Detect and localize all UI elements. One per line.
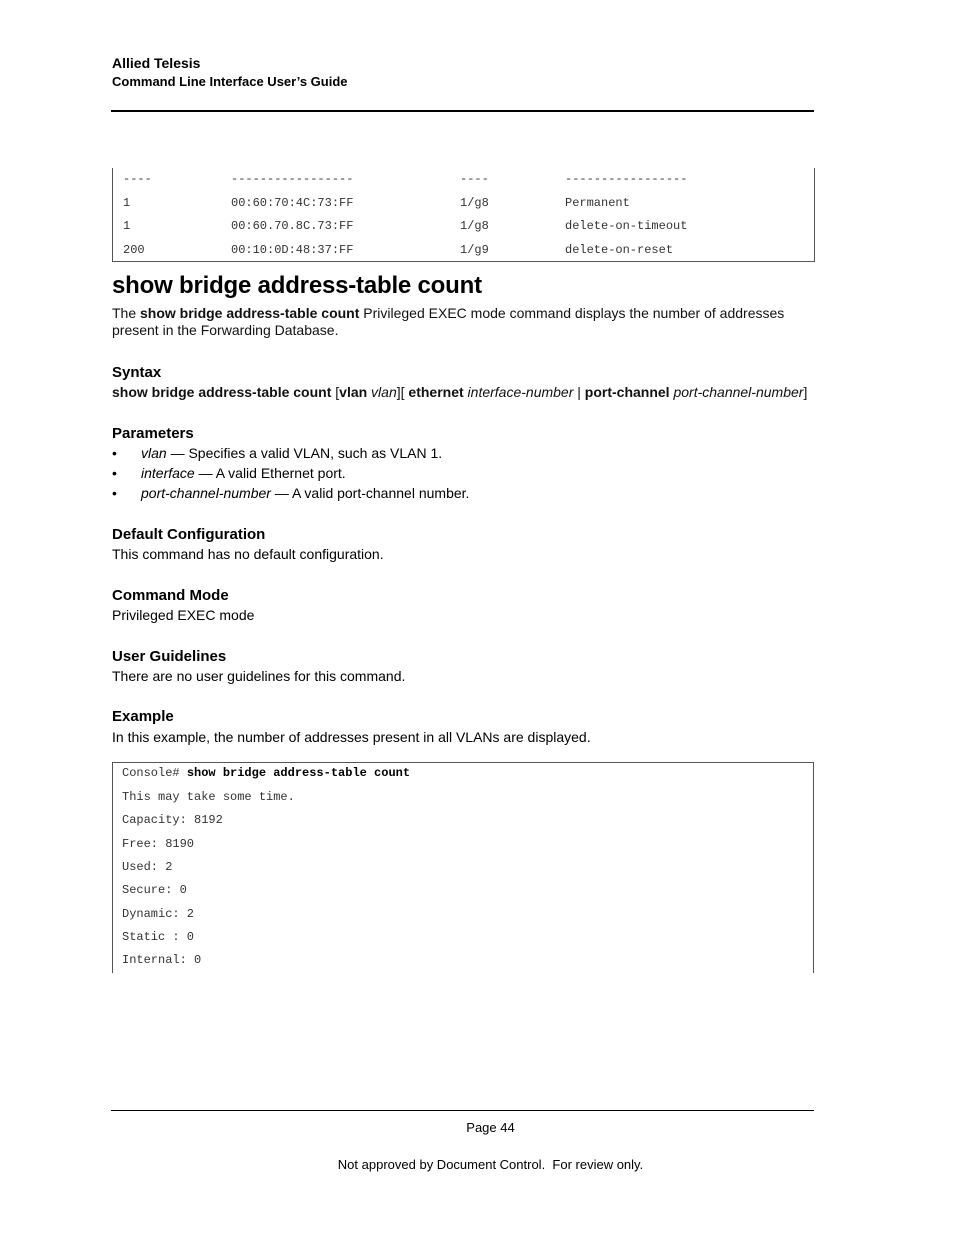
table-row xyxy=(113,196,814,212)
code-line: This may take some time. xyxy=(122,790,295,804)
address-table-box xyxy=(112,168,815,262)
header-company: Allied Telesis xyxy=(112,55,201,71)
table-cell: ---- xyxy=(460,172,489,186)
footer-divider xyxy=(111,1110,814,1111)
command-mode-heading: Command Mode xyxy=(112,587,229,604)
table-row xyxy=(113,219,814,235)
table-cell: 200 xyxy=(123,243,145,257)
example-text: In this example, the number of addresses present in all VLANs are displayed. xyxy=(112,729,591,745)
example-code-box xyxy=(112,762,814,973)
table-cell: 1/g8 xyxy=(460,219,489,233)
code-line: Used: 2 xyxy=(122,860,173,874)
console-prompt: Console# xyxy=(122,766,187,780)
intro-prefix: The xyxy=(112,305,141,321)
console-command: show bridge address-table count xyxy=(186,766,411,780)
bullet-icon: • xyxy=(112,445,117,461)
default-config-heading: Default Configuration xyxy=(112,526,266,543)
table-row xyxy=(113,172,814,188)
user-guidelines-heading: User Guidelines xyxy=(112,648,227,665)
table-cell: delete-on-timeout xyxy=(565,219,688,233)
parameters-heading: Parameters xyxy=(112,425,194,442)
table-cell: delete-on-reset xyxy=(565,243,674,257)
param-name: vlan xyxy=(141,445,167,461)
user-guidelines-text: There are no user guidelines for this command. xyxy=(112,668,406,684)
param-desc: — Specifies a valid VLAN, such as VLAN 1. xyxy=(166,445,443,461)
footer-note: Not approved by Document Control. For review only. xyxy=(337,1157,644,1172)
param-desc: — A valid port-channel number. xyxy=(270,485,470,501)
syntax-keyword: ethernet xyxy=(408,384,464,400)
page-title: show bridge address-table count xyxy=(112,272,482,299)
default-config-text: This command has no default configuration. xyxy=(112,546,384,562)
syntax-punct: ][ xyxy=(396,384,409,400)
bullet-icon: • xyxy=(112,465,117,481)
list-item xyxy=(112,485,712,503)
syntax-command: show bridge address-table count xyxy=(112,384,332,400)
syntax-punct: [ xyxy=(331,384,340,400)
example-heading: Example xyxy=(112,708,174,725)
syntax-argument: port-channel-number xyxy=(669,384,804,400)
table-cell: 1/g8 xyxy=(460,196,489,210)
code-line: Free: 8190 xyxy=(122,837,195,851)
bullet-icon: • xyxy=(112,485,117,501)
table-cell: 1 xyxy=(123,219,131,233)
intro-suffix: Privileged EXEC mode command displays the number of addresses present in the Forwarding Database. xyxy=(112,305,785,338)
table-cell: Permanent xyxy=(565,196,630,210)
code-line: Static : 0 xyxy=(122,930,195,944)
list-item xyxy=(112,445,712,463)
syntax-argument: vlan xyxy=(367,384,397,400)
syntax-argument: interface-number xyxy=(463,384,574,400)
syntax-punct: ] xyxy=(803,384,808,400)
command-mode-text: Privileged EXEC mode xyxy=(112,607,255,623)
table-cell: ---- xyxy=(123,172,152,186)
page-number: Page 44 xyxy=(466,1120,515,1135)
code-line: Internal: 0 xyxy=(122,953,202,967)
intro-paragraph xyxy=(112,305,812,339)
list-item xyxy=(112,465,712,483)
table-cell: 00:60.70.8C.73:FF xyxy=(231,219,354,233)
table-cell: 1/g9 xyxy=(460,243,489,257)
header-divider xyxy=(111,110,814,112)
table-cell: ----------------- xyxy=(231,172,354,186)
syntax-punct: | xyxy=(573,384,585,400)
table-cell: 00:60:70:4C:73:FF xyxy=(231,196,354,210)
syntax-keyword: vlan xyxy=(339,384,368,400)
intro-command: show bridge address-table count xyxy=(140,305,360,321)
table-row xyxy=(113,243,814,259)
table-cell: 1 xyxy=(123,196,131,210)
code-line xyxy=(122,766,410,780)
syntax-line xyxy=(112,384,807,400)
syntax-keyword: port-channel xyxy=(584,384,670,400)
param-desc: — A valid Ethernet port. xyxy=(194,465,346,481)
syntax-heading: Syntax xyxy=(112,364,162,381)
param-name: port-channel-number xyxy=(141,485,271,501)
table-cell: ----------------- xyxy=(565,172,688,186)
code-line: Capacity: 8192 xyxy=(122,813,223,827)
param-name: interface xyxy=(141,465,195,481)
code-line: Dynamic: 2 xyxy=(122,907,195,921)
header-guide-title: Command Line Interface User’s Guide xyxy=(112,74,348,89)
code-line: Secure: 0 xyxy=(122,883,187,897)
table-cell: 00:10:0D:48:37:FF xyxy=(231,243,354,257)
